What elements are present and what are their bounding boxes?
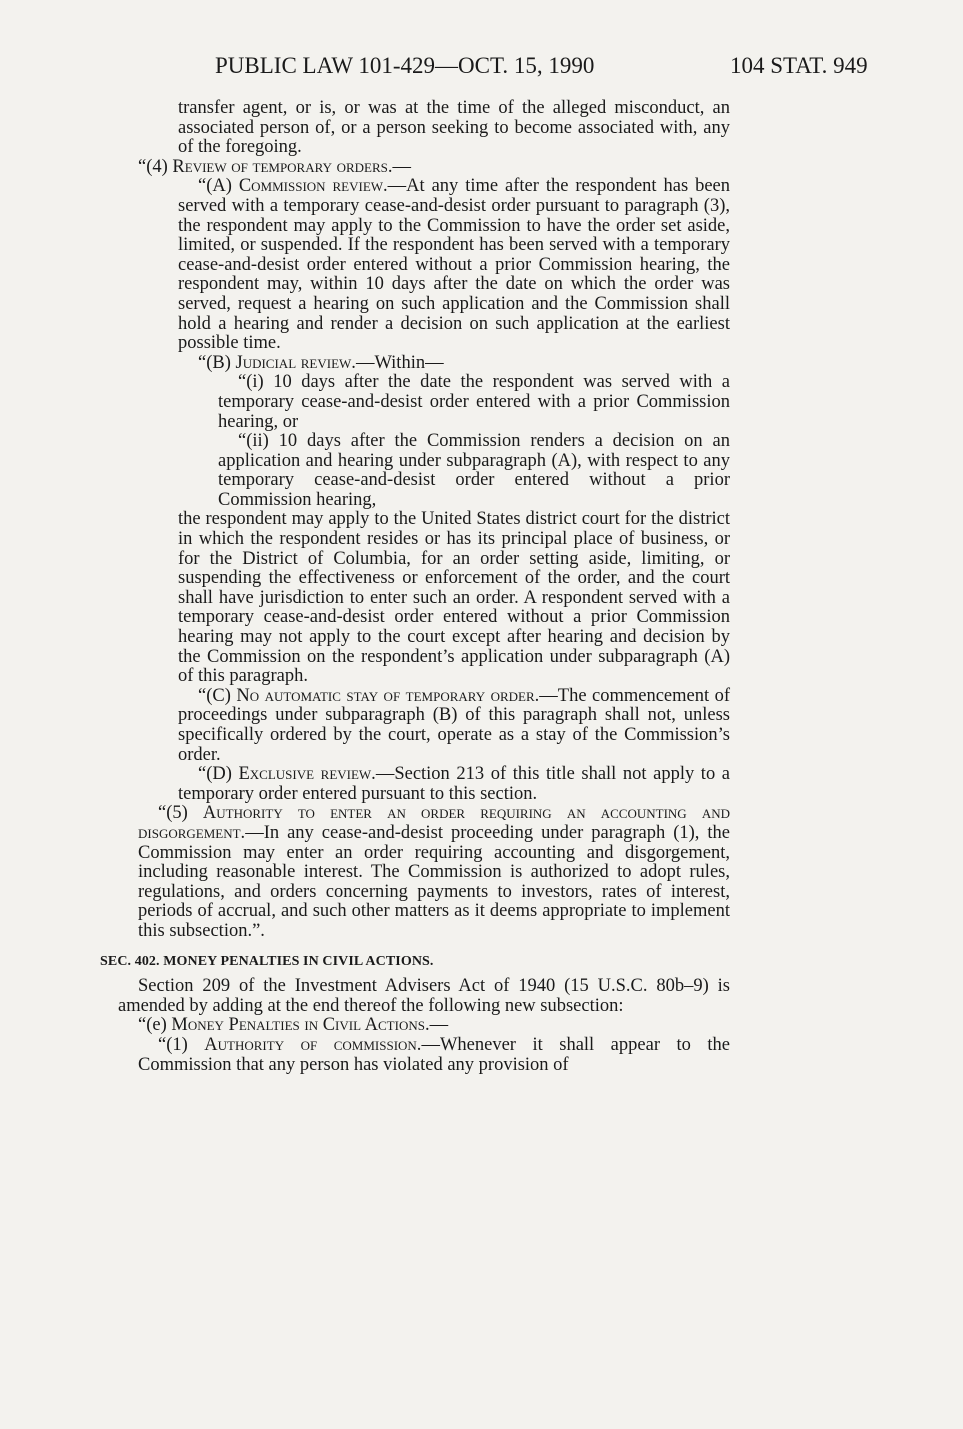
running-header-title: PUBLIC LAW 101-429—OCT. 15, 1990 — [215, 53, 595, 78]
subparagraph-d-title: Exclusive review. — [238, 764, 376, 785]
subparagraph-b-title: Judicial review. — [235, 352, 356, 373]
subparagraph-a-title: Commission review. — [238, 176, 388, 197]
subparagraph-d: “(D) Exclusive review.—Section 213 of this title shall not apply to a temporary order entered pursuant to this section. — [178, 764, 730, 804]
subparagraph-c: “(C) No automatic stay of temporary order.—The commencement of proceedings under subparagraph (B) of this paragraph shall not, unless specifically ordered by the court, operate as a stay of the Commission’s order. — [178, 685, 730, 765]
subparagraph-b-continuation: the respondent may apply to the United States district court for the district in which the respondent resides or has its principal place of business, or for the District of Columbia, for an order setting aside, limiting, or suspending the effectiveness or enforcement of the order, and the court shall have jurisdiction to enter such an order. A respondent served with a temporary cease-and-desist order entered without a prior Commission hearing may not apply to the court except after hearing and decision by the Commission on the respondent’s application under subparagraph (A) of this paragraph. — [178, 509, 730, 687]
running-header-stat-page: 104 STAT. 949 — [730, 53, 868, 78]
clause-b-i: “(i) 10 days after the date the respondent was served with a temporary cease-and-desist order entered with a prior Commission hearing, or — [218, 372, 730, 432]
paragraph-5: “(5) Authority to enter an order requiring an accounting and disgorgement.—In any cease-and-desist proceeding under paragraph (1), the Commission may enter an order requiring accounting and disgorgement, including reasonable interest. The Commission is authorized to adopt rules, regulations, and orders concerning payments to investors, rates of interest, periods of accrual, and such other matters as it deems appropriate to implement this subsection.”. — [138, 803, 730, 941]
paragraph-5-title: Authority to enter an order requiring an accounting and disgorgement. — [138, 803, 730, 843]
subsection-e-paragraph-1-title: Authority of commission. — [204, 1034, 422, 1055]
subparagraph-b: “(B) Judicial review.—Within— — [198, 352, 444, 373]
subsection-e-title: Money Penalties in Civil Actions. — [171, 1015, 430, 1036]
paragraph-4-title: Review of temporary orders. — [172, 156, 393, 177]
subparagraph-a: “(A) Commission review.—At any time after the respondent has been served with a temporary cease-and-desist order pursuant to paragraph (3), the respondent may apply to the Commission to have the order set aside, limited, or suspended. If the respondent has been served with a temporary cease-and-desist order entered without a prior Commission hearing, the respondent may, within 10 days after the date on which the order was served, request a hearing on such application and the Commission shall hold a hearing and render a decision on such application at the earliest possible time. — [178, 176, 730, 354]
subsection-e-heading: “(e) Money Penalties in Civil Actions.— — [138, 1015, 449, 1036]
clause-b-ii: “(ii) 10 days after the Commission renders a decision on an application and hearing under subparagraph (A), with respect to any temporary cease-and-desist order entered without a prior Commission hearing, — [218, 431, 730, 510]
paragraph-4-heading: “(4) Review of temporary orders.— — [138, 156, 411, 177]
subsection-e-paragraph-1: “(1) Authority of commission.—Whenever it shall appear to the Commission that any person has violated any provision of — [138, 1034, 730, 1075]
section-402-heading: SEC. 402. MONEY PENALTIES IN CIVIL ACTIONS. — [100, 953, 434, 969]
paragraph-continuation: transfer agent, or is, or was at the time of the alleged misconduct, an associated person of, or a person seeking to become associated with, any of the foregoing. — [178, 98, 730, 158]
section-402-text: Section 209 of the Investment Advisers Act of 1940 (15 U.S.C. 80b–9) is amended by adding at the end thereof the following new subsection: — [118, 976, 730, 1016]
statute-body — [100, 98, 730, 1075]
subparagraph-c-title: No automatic stay of temporary order. — [236, 685, 540, 706]
